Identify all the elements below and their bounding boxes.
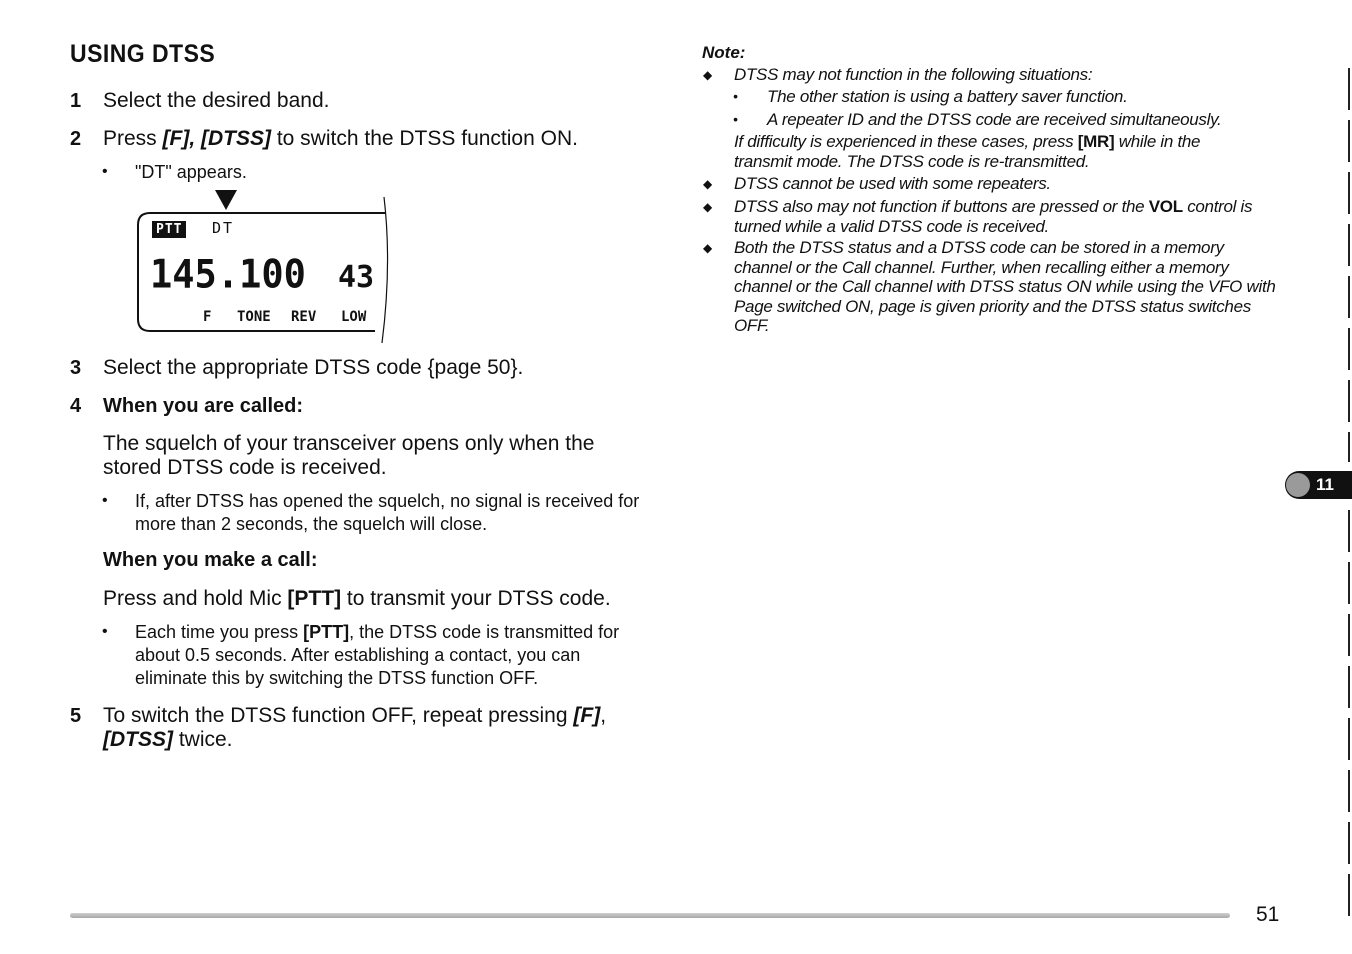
diamond-bullet-icon: ◆	[703, 200, 713, 214]
section-title: USING DTSS	[70, 40, 216, 68]
edge-index-mark	[1348, 718, 1350, 760]
lcd-rev-indicator: REV	[291, 309, 317, 325]
diamond-bullet-icon: ◆	[703, 68, 713, 82]
note-4: Both the DTSS status and a DTSS code can be stored in a memory channel or the Call channel. Further, when recalling either a memory channel or the Call channel with DTSS status ON while using the VFO with Page switched ON, page is given priority and the DTSS status switches OFF.	[734, 238, 1276, 335]
bullet-dot: •	[733, 88, 738, 104]
lcd-f-indicator: F	[203, 309, 212, 325]
edge-index-mark	[1348, 276, 1350, 318]
lcd-low-indicator: LOW	[341, 309, 367, 325]
edge-index-mark	[1348, 224, 1350, 266]
edge-index-mark	[1348, 380, 1350, 422]
edge-index-mark	[1348, 510, 1350, 552]
note-1-continuation: If difficulty is experienced in these cases, press [MR] while in the transmit mode. The DTSS code is re-transmitted.	[734, 132, 1201, 171]
diamond-bullet-icon: ◆	[703, 241, 713, 255]
edge-index-mark	[1348, 614, 1350, 656]
step-2-text: Press [F], [DTSS] to switch the DTSS function ON.	[103, 127, 578, 150]
called-bullet: If, after DTSS has opened the squelch, no signal is received for more than 2 seconds, the squelch will close.	[135, 491, 640, 534]
edge-index-mark	[1348, 770, 1350, 812]
step-1-text: Select the desired band.	[103, 89, 330, 112]
lcd-tone-indicator: TONE	[237, 309, 271, 325]
note-1-sub-1: The other station is using a battery saver function.	[767, 87, 1128, 106]
lcd-ptt-indicator: PTT	[152, 221, 186, 238]
page-number: 51	[1256, 903, 1280, 926]
step-1-number: 1	[70, 90, 82, 112]
diamond-bullet-icon: ◆	[703, 177, 713, 191]
make-call-paragraph: Press and hold Mic [PTT] to transmit your DTSS code.	[103, 587, 611, 610]
edge-index-mark	[1348, 432, 1350, 462]
note-1: DTSS may not function in the following situations:	[734, 65, 1093, 84]
note-2: DTSS cannot be used with some repeaters.	[734, 174, 1051, 193]
note-title: Note:	[702, 43, 746, 62]
step-2-bullet: "DT" appears.	[135, 162, 247, 182]
edge-index-mark	[1348, 68, 1350, 110]
note-1-sub-2: A repeater ID and the DTSS code are received simultaneously.	[767, 110, 1222, 129]
key-f-dtss: [F], [DTSS]	[162, 127, 271, 150]
lcd-dt-indicator: DT	[212, 219, 235, 237]
make-call-bullet: Each time you press [PTT], the DTSS code is transmitted for about 0.5 seconds. After establishing a contact, you can eliminate this by switching the DTSS function OFF.	[135, 622, 620, 688]
bullet-dot: •	[102, 163, 108, 180]
lcd-frequency: 145.100	[150, 251, 306, 298]
edge-index-mark	[1348, 172, 1350, 214]
key-ptt: [PTT]	[287, 587, 342, 610]
edge-index-mark	[1348, 328, 1350, 370]
make-call-heading: When you make a call:	[103, 549, 318, 571]
step-3-text: Select the appropriate DTSS code {page 50}.	[103, 356, 524, 379]
step-5-text: To switch the DTSS function OFF, repeat pressing [F], [DTSS] twice.	[103, 704, 607, 751]
chapter-tab-circle-icon	[1286, 473, 1310, 497]
step-5-number: 5	[70, 705, 82, 727]
step-3-number: 3	[70, 357, 82, 379]
footer-rule	[70, 913, 1230, 918]
bullet-dot: •	[102, 623, 108, 640]
edge-index-mark	[1348, 562, 1350, 604]
called-paragraph: The squelch of your transceiver opens only when the stored DTSS code is received.	[103, 432, 595, 479]
step-2-number: 2	[70, 128, 82, 150]
edge-index-mark	[1348, 874, 1350, 916]
step-4-heading: When you are called:	[103, 395, 304, 417]
step-4-number: 4	[70, 395, 82, 417]
edge-index-mark	[1348, 120, 1350, 162]
edge-index-mark	[1348, 666, 1350, 708]
edge-index-mark	[1348, 822, 1350, 864]
note-3: DTSS also may not function if buttons are pressed or the VOL control is turned while a valid DTSS code is received.	[734, 197, 1253, 236]
bullet-dot: •	[102, 492, 108, 509]
bullet-dot: •	[733, 111, 738, 127]
chapter-number: 11	[1316, 475, 1334, 494]
lcd-channel: 43	[338, 260, 375, 295]
